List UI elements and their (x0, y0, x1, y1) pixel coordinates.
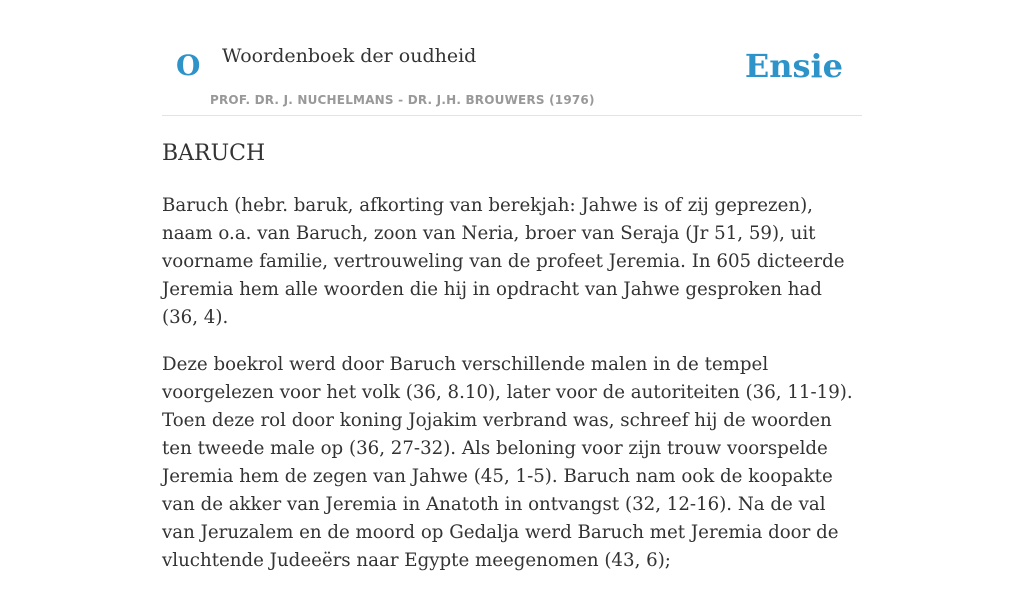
book-title[interactable]: Woordenboek der oudheid (222, 45, 477, 67)
brand-logo-link[interactable]: Ensie (744, 47, 843, 85)
entry-paragraph: Deze boekrol werd door Baruch verschillende malen in de tempel voorgelezen voor het volk (36, 8.10), later voor de autoriteiten (36, 11-19). Toen deze rol door koning Jojakim verbrand was, schreef hij de woorden ten tweede male op (36, 27-32). Als beloning voor zijn trouw voorspelde Jeremia hem de zegen van Jahwe (45, 1-5). Baruch nam ook de koopakte van de akker van Jeremia in Anatoth in ontvangst (32, 12-16). Na de val van Jeruzalem en de moord op Gedalja werd Baruch met Jeremia door de vluchtende Judeeërs naar Egypte meegenomen (43, 6); (162, 354, 853, 571)
entry-paragraph: Baruch (hebr. baruk, afkorting van berekjah: Jahwe is of zij geprezen), naam o.a. van Baruch, zoon van Neria, broer van Seraja (Jr 51, 59), uit voorname familie, vertrouweling van de profeet Jeremia. In 605 dicteerde Jeremia hem alle woorden die hij in opdracht van Jahwe gesproken had (36, 4). (162, 195, 845, 328)
letter-index-badge[interactable]: O (176, 49, 201, 82)
page (162, 0, 862, 571)
header (162, 0, 862, 116)
entry-content (162, 192, 862, 594)
entry-title: BARUCH (162, 141, 266, 166)
book-authors: PROF. DR. J. NUCHELMANS - DR. J.H. BROUWERS (1976) (210, 93, 595, 107)
